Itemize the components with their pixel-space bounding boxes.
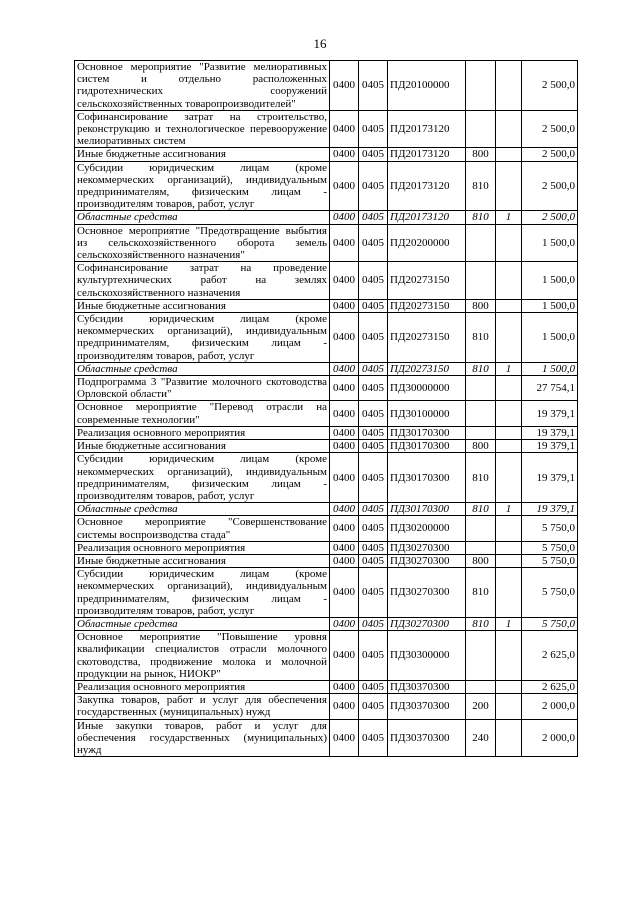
subsection-code: 0405 bbox=[359, 617, 388, 630]
source-code bbox=[496, 110, 522, 148]
source-code bbox=[496, 401, 522, 426]
subsection-code: 0405 bbox=[359, 211, 388, 224]
target-article-code: ПД20100000 bbox=[388, 61, 466, 111]
expense-type-code bbox=[466, 426, 496, 439]
expense-type-code: 810 bbox=[466, 362, 496, 375]
section-code: 0400 bbox=[330, 680, 359, 693]
subsection-code: 0405 bbox=[359, 313, 388, 363]
amount: 19 379,1 bbox=[522, 453, 578, 503]
row-name: Областные средства bbox=[75, 211, 330, 224]
table-row bbox=[75, 453, 578, 503]
row-name: Субсидии юридическим лицам (кроме некоммерческих организаций), индивидуальным предпринимателям, физическим лицам - производителям товаров, работ, услуг bbox=[75, 313, 330, 363]
table-row bbox=[75, 211, 578, 224]
subsection-code: 0405 bbox=[359, 362, 388, 375]
subsection-code: 0405 bbox=[359, 148, 388, 161]
table-row bbox=[75, 680, 578, 693]
subsection-code: 0405 bbox=[359, 262, 388, 300]
subsection-code: 0405 bbox=[359, 376, 388, 401]
target-article-code: ПД20273150 bbox=[388, 299, 466, 312]
target-article-code: ПД30300000 bbox=[388, 631, 466, 681]
subsection-code: 0405 bbox=[359, 224, 388, 262]
table-row bbox=[75, 694, 578, 719]
section-code: 0400 bbox=[330, 554, 359, 567]
row-name: Областные средства bbox=[75, 617, 330, 630]
subsection-code: 0405 bbox=[359, 503, 388, 516]
row-name: Субсидии юридическим лицам (кроме некоммерческих организаций), индивидуальным предпринимателям, физическим лицам - производителям товаров, работ, услуг bbox=[75, 161, 330, 211]
expense-type-code: 800 bbox=[466, 554, 496, 567]
subsection-code: 0405 bbox=[359, 299, 388, 312]
target-article-code: ПД30170300 bbox=[388, 440, 466, 453]
amount: 1 500,0 bbox=[522, 224, 578, 262]
target-article-code: ПД20173120 bbox=[388, 161, 466, 211]
expense-type-code: 810 bbox=[466, 503, 496, 516]
table-row bbox=[75, 719, 578, 757]
target-article-code: ПД30270300 bbox=[388, 568, 466, 618]
row-name: Основное мероприятие "Совершенствование системы воспроизводства стада" bbox=[75, 516, 330, 541]
expense-type-code: 810 bbox=[466, 617, 496, 630]
row-name: Основное мероприятие "Развитие мелиоративных систем и отдельно расположенных гидротехнических сооружений сельскохозяйственных товаропроизводителей" bbox=[75, 61, 330, 111]
amount: 1 500,0 bbox=[522, 299, 578, 312]
amount: 2 500,0 bbox=[522, 161, 578, 211]
amount: 2 625,0 bbox=[522, 631, 578, 681]
source-code bbox=[496, 262, 522, 300]
amount: 19 379,1 bbox=[522, 426, 578, 439]
expense-type-code: 800 bbox=[466, 299, 496, 312]
expense-type-code bbox=[466, 541, 496, 554]
target-article-code: ПД30170300 bbox=[388, 453, 466, 503]
section-code: 0400 bbox=[330, 262, 359, 300]
amount: 5 750,0 bbox=[522, 617, 578, 630]
section-code: 0400 bbox=[330, 299, 359, 312]
target-article-code: ПД20173120 bbox=[388, 110, 466, 148]
section-code: 0400 bbox=[330, 426, 359, 439]
table-row bbox=[75, 568, 578, 618]
source-code: 1 bbox=[496, 503, 522, 516]
row-name: Реализация основного мероприятия bbox=[75, 426, 330, 439]
source-code bbox=[496, 719, 522, 757]
table-row bbox=[75, 440, 578, 453]
section-code: 0400 bbox=[330, 313, 359, 363]
row-name: Основное мероприятие "Повышение уровня квалификации специалистов отрасли молочного скотоводства, продвижение молока и молочной продукции на рынок, НИОКР" bbox=[75, 631, 330, 681]
target-article-code: ПД30370300 bbox=[388, 680, 466, 693]
source-code bbox=[496, 148, 522, 161]
section-code: 0400 bbox=[330, 453, 359, 503]
expense-type-code bbox=[466, 401, 496, 426]
target-article-code: ПД30270300 bbox=[388, 617, 466, 630]
amount: 2 000,0 bbox=[522, 694, 578, 719]
expense-type-code: 810 bbox=[466, 453, 496, 503]
subsection-code: 0405 bbox=[359, 426, 388, 439]
amount: 27 754,1 bbox=[522, 376, 578, 401]
target-article-code: ПД20173120 bbox=[388, 148, 466, 161]
section-code: 0400 bbox=[330, 211, 359, 224]
expense-type-code: 200 bbox=[466, 694, 496, 719]
amount: 1 500,0 bbox=[522, 362, 578, 375]
table-row bbox=[75, 376, 578, 401]
amount: 2 000,0 bbox=[522, 719, 578, 757]
amount: 2 500,0 bbox=[522, 148, 578, 161]
table-row bbox=[75, 503, 578, 516]
target-article-code: ПД20173120 bbox=[388, 211, 466, 224]
row-name: Реализация основного мероприятия bbox=[75, 680, 330, 693]
subsection-code: 0405 bbox=[359, 680, 388, 693]
target-article-code: ПД30170300 bbox=[388, 426, 466, 439]
source-code bbox=[496, 299, 522, 312]
row-name: Иные бюджетные ассигнования bbox=[75, 554, 330, 567]
row-name: Иные бюджетные ассигнования bbox=[75, 148, 330, 161]
target-article-code: ПД20200000 bbox=[388, 224, 466, 262]
row-name: Областные средства bbox=[75, 362, 330, 375]
amount: 19 379,1 bbox=[522, 503, 578, 516]
expense-type-code bbox=[466, 61, 496, 111]
section-code: 0400 bbox=[330, 631, 359, 681]
section-code: 0400 bbox=[330, 617, 359, 630]
source-code bbox=[496, 568, 522, 618]
target-article-code: ПД30170300 bbox=[388, 503, 466, 516]
source-code bbox=[496, 440, 522, 453]
source-code bbox=[496, 313, 522, 363]
table-row bbox=[75, 401, 578, 426]
row-name: Основное мероприятие "Перевод отрасли на современные технологии" bbox=[75, 401, 330, 426]
expense-type-code bbox=[466, 631, 496, 681]
source-code: 1 bbox=[496, 362, 522, 375]
expense-type-code bbox=[466, 680, 496, 693]
source-code bbox=[496, 554, 522, 567]
source-code bbox=[496, 453, 522, 503]
target-article-code: ПД20273150 bbox=[388, 313, 466, 363]
subsection-code: 0405 bbox=[359, 631, 388, 681]
amount: 2 625,0 bbox=[522, 680, 578, 693]
target-article-code: ПД30200000 bbox=[388, 516, 466, 541]
section-code: 0400 bbox=[330, 61, 359, 111]
section-code: 0400 bbox=[330, 719, 359, 757]
target-article-code: ПД20273150 bbox=[388, 262, 466, 300]
row-name: Подпрограмма 3 "Развитие молочного скотоводства Орловской области" bbox=[75, 376, 330, 401]
amount: 1 500,0 bbox=[522, 262, 578, 300]
amount: 19 379,1 bbox=[522, 440, 578, 453]
source-code bbox=[496, 61, 522, 111]
table-row bbox=[75, 631, 578, 681]
row-name: Реализация основного мероприятия bbox=[75, 541, 330, 554]
row-name: Закупка товаров, работ и услуг для обеспечения государственных (муниципальных) нужд bbox=[75, 694, 330, 719]
section-code: 0400 bbox=[330, 568, 359, 618]
expense-type-code bbox=[466, 262, 496, 300]
section-code: 0400 bbox=[330, 376, 359, 401]
table-row bbox=[75, 262, 578, 300]
subsection-code: 0405 bbox=[359, 401, 388, 426]
target-article-code: ПД20273150 bbox=[388, 362, 466, 375]
table-row bbox=[75, 61, 578, 111]
source-code bbox=[496, 541, 522, 554]
subsection-code: 0405 bbox=[359, 516, 388, 541]
amount: 2 500,0 bbox=[522, 110, 578, 148]
source-code bbox=[496, 694, 522, 719]
expense-type-code: 810 bbox=[466, 211, 496, 224]
source-code: 1 bbox=[496, 211, 522, 224]
table-row bbox=[75, 224, 578, 262]
expense-type-code bbox=[466, 224, 496, 262]
source-code bbox=[496, 426, 522, 439]
table-row bbox=[75, 161, 578, 211]
target-article-code: ПД30270300 bbox=[388, 554, 466, 567]
table-row bbox=[75, 148, 578, 161]
row-name: Софинансирование затрат на строительство, реконструкцию и технологическое перевооружение мелиоративных систем bbox=[75, 110, 330, 148]
target-article-code: ПД30270300 bbox=[388, 541, 466, 554]
amount: 2 500,0 bbox=[522, 61, 578, 111]
row-name: Иные бюджетные ассигнования bbox=[75, 440, 330, 453]
row-name: Субсидии юридическим лицам (кроме некоммерческих организаций), индивидуальным предпринимателям, физическим лицам - производителям товаров, работ, услуг bbox=[75, 453, 330, 503]
expense-type-code: 810 bbox=[466, 313, 496, 363]
amount: 1 500,0 bbox=[522, 313, 578, 363]
subsection-code: 0405 bbox=[359, 719, 388, 757]
section-code: 0400 bbox=[330, 516, 359, 541]
source-code bbox=[496, 161, 522, 211]
source-code bbox=[496, 631, 522, 681]
source-code bbox=[496, 516, 522, 541]
section-code: 0400 bbox=[330, 503, 359, 516]
table-row bbox=[75, 110, 578, 148]
expense-type-code: 800 bbox=[466, 440, 496, 453]
row-name: Иные закупки товаров, работ и услуг для обеспечения государственных (муниципальных) нужд bbox=[75, 719, 330, 757]
subsection-code: 0405 bbox=[359, 568, 388, 618]
expense-type-code bbox=[466, 516, 496, 541]
source-code bbox=[496, 680, 522, 693]
section-code: 0400 bbox=[330, 110, 359, 148]
source-code: 1 bbox=[496, 617, 522, 630]
table-row bbox=[75, 541, 578, 554]
row-name: Субсидии юридическим лицам (кроме некоммерческих организаций), индивидуальным предпринимателям, физическим лицам - производителям товаров, работ, услуг bbox=[75, 568, 330, 618]
target-article-code: ПД30100000 bbox=[388, 401, 466, 426]
expense-type-code: 800 bbox=[466, 148, 496, 161]
section-code: 0400 bbox=[330, 440, 359, 453]
table-row bbox=[75, 313, 578, 363]
amount: 19 379,1 bbox=[522, 401, 578, 426]
row-name: Иные бюджетные ассигнования bbox=[75, 299, 330, 312]
subsection-code: 0405 bbox=[359, 694, 388, 719]
expense-type-code: 810 bbox=[466, 568, 496, 618]
target-article-code: ПД30370300 bbox=[388, 694, 466, 719]
table-row bbox=[75, 516, 578, 541]
table-row bbox=[75, 617, 578, 630]
section-code: 0400 bbox=[330, 362, 359, 375]
source-code bbox=[496, 224, 522, 262]
page-number: 16 bbox=[313, 36, 327, 51]
subsection-code: 0405 bbox=[359, 554, 388, 567]
section-code: 0400 bbox=[330, 541, 359, 554]
row-name: Областные средства bbox=[75, 503, 330, 516]
source-code bbox=[496, 376, 522, 401]
subsection-code: 0405 bbox=[359, 161, 388, 211]
table-row bbox=[75, 554, 578, 567]
section-code: 0400 bbox=[330, 161, 359, 211]
subsection-code: 0405 bbox=[359, 440, 388, 453]
table-row bbox=[75, 299, 578, 312]
expense-type-code bbox=[466, 376, 496, 401]
amount: 5 750,0 bbox=[522, 554, 578, 567]
amount: 2 500,0 bbox=[522, 211, 578, 224]
section-code: 0400 bbox=[330, 694, 359, 719]
table-row bbox=[75, 426, 578, 439]
section-code: 0400 bbox=[330, 401, 359, 426]
target-article-code: ПД30000000 bbox=[388, 376, 466, 401]
row-name: Основное мероприятие "Предотвращение выбытия из сельскохозяйственного оборота земель сельскохозяйственного назначения" bbox=[75, 224, 330, 262]
budget-table bbox=[74, 60, 578, 757]
amount: 5 750,0 bbox=[522, 568, 578, 618]
subsection-code: 0405 bbox=[359, 541, 388, 554]
table-row bbox=[75, 362, 578, 375]
subsection-code: 0405 bbox=[359, 110, 388, 148]
amount: 5 750,0 bbox=[522, 516, 578, 541]
expense-type-code bbox=[466, 110, 496, 148]
subsection-code: 0405 bbox=[359, 61, 388, 111]
target-article-code: ПД30370300 bbox=[388, 719, 466, 757]
expense-type-code: 810 bbox=[466, 161, 496, 211]
subsection-code: 0405 bbox=[359, 453, 388, 503]
expense-type-code: 240 bbox=[466, 719, 496, 757]
amount: 5 750,0 bbox=[522, 541, 578, 554]
section-code: 0400 bbox=[330, 148, 359, 161]
section-code: 0400 bbox=[330, 224, 359, 262]
row-name: Софинансирование затрат на проведение культуртехнических работ на землях сельскохозяйственного назначения bbox=[75, 262, 330, 300]
